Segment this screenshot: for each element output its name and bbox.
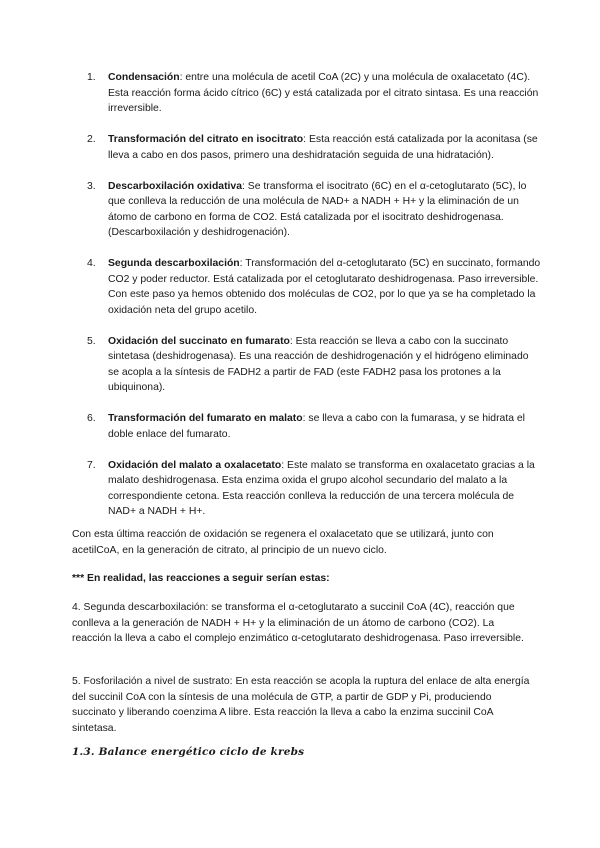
step-title: Oxidación del malato a oxalacetato	[108, 459, 282, 471]
step-item	[72, 179, 542, 241]
step-number: 5.	[87, 335, 96, 347]
section-heading: 1.3. Balance energético ciclo de krebs	[72, 746, 305, 758]
step-item	[72, 458, 542, 520]
step-number: 7.	[87, 459, 96, 471]
step-item	[72, 70, 542, 117]
step-item	[72, 132, 542, 163]
note-item-step-5: 5. Fosforilación a nivel de sustrato: En esta reacción se acopla la ruptura del enlace de alta energía del succinil CoA con la síntesis de una molécula de GTP, a partir de GDP y Pi, produciendo succinato y liberando coenzima A libre. Esta reacción la lleva a cabo la enzima succinil CoA sintetasa.	[72, 676, 530, 734]
step-title: Transformación del citrato en isocitrato	[108, 134, 304, 145]
step-number: 1.	[87, 72, 96, 83]
closing-paragraph: Con esta última reacción de oxidación se regenera el oxalacetato que se utilizará, junto con acetilCoA, en la generación de citrato, al principio de un nuevo ciclo.	[72, 529, 494, 556]
step-text: : Se transforma el isocitrato (6C) en el α-cetoglutarato (5C), lo que conlleva la reducción de una molécula de NAD+ a NADH + H+ y la eliminación de un átomo de carbono en forma de CO2. Está catalizada por el isocitrato deshidrogenasa. (Descarboxilación y deshidrogenación).	[108, 180, 527, 238]
step-title: Segunda descarboxilación	[108, 258, 240, 269]
step-text: : Este malato se transforma en oxalacetato gracias a la malato deshidrogenasa. Esta enzima oxida el grupo alcohol secundario del malato a la correspondiente cetona. Esta reacción conlleva la reducción de una tercera molécula de NAD+ a NADH + H+.	[108, 459, 535, 517]
step-number: 3.	[87, 180, 96, 192]
step-number: 2.	[87, 134, 96, 145]
note-heading: *** En realidad, las reacciones a seguir serían estas:	[72, 573, 330, 584]
note-item-step-4: 4. Segunda descarboxilación: se transforma el α-cetoglutarato a succinil CoA (4C), reacción que conlleva a la generación de NADH + H+ y la eliminación de un átomo de carbono (CO2). La reacción la lleva a cabo el complejo enzimático α-cetoglutarato deshidrogenasa. Paso irreversible.	[72, 602, 524, 644]
step-text: : se lleva a cabo con la fumarasa, y se hidrata el doble enlace del fumarato.	[108, 413, 525, 440]
krebs-steps-list	[72, 70, 542, 535]
step-title: Oxidación del succinato en fumarato	[108, 335, 290, 347]
step-text: : Transformación del α-cetoglutarato (5C) en succinato, formando CO2 y poder reductor. Está catalizada por el cetoglutarato deshidrogenasa. Paso irreversible. Con este paso ya hemos obtenido dos moléculas de CO2, por lo que ya se ha completado la oxidación neta del grupo acetilo.	[108, 258, 541, 316]
step-item	[72, 411, 542, 442]
step-item	[72, 256, 542, 318]
step-number: 6.	[87, 413, 96, 424]
step-text: : Esta reacción está catalizada por la aconitasa (se lleva a cabo en dos pasos, primero una deshidratación seguida de una hidratación).	[108, 134, 538, 161]
step-title: Transformación del fumarato en malato	[108, 413, 303, 424]
step-title: Condensación	[108, 72, 180, 83]
step-item	[72, 334, 542, 396]
step-title: Descarboxilación oxidativa	[108, 180, 242, 192]
step-text: : entre una molécula de acetil CoA (2C) y una molécula de oxalacetato (4C). Esta reacción forma ácido cítrico (6C) y está catalizada por el citrato sintasa. Es una reacción irreversible.	[108, 72, 539, 114]
step-text: : Esta reacción se lleva a cabo con la succinato sintetasa (deshidrogenasa). Es una reacción de deshidrogenación y el hidrógeno eliminado se acopla a la síntesis de FADH2 a partir de FAD (este FADH2 pasa los protones a la ubiquinona).	[108, 335, 529, 393]
step-number: 4.	[87, 258, 96, 269]
